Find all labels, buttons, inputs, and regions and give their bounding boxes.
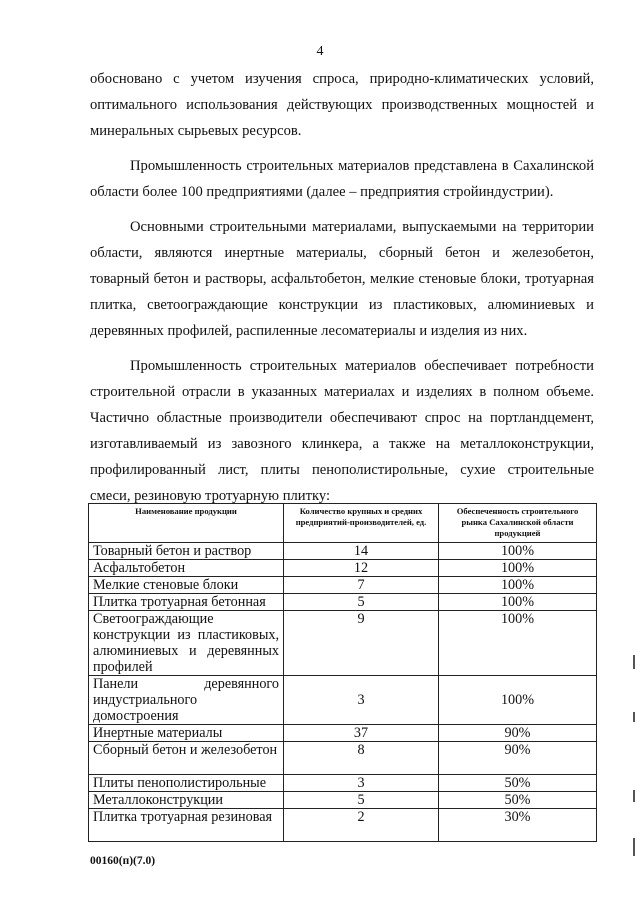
table-row [89,676,597,725]
market-coverage: 100% [439,543,597,560]
paragraph-2: Промышленность строительных материалов представлена в Сахалинской области более 100 предприятиями (далее – предприятия стройиндустрии). [90,158,594,200]
product-name: Мелкие стеновые блоки [89,577,284,594]
enterprise-count: 14 [284,543,439,560]
product-name: Сборный бетон и железобетон [89,742,284,775]
body-text [90,66,594,509]
product-name: Плитка тротуарная резиновая [89,809,284,842]
table-row [89,560,597,577]
product-name: Светоограждающие конструкции из пластиковых, алюминиевых и деревянных профилей [89,611,284,676]
table-row [89,792,597,809]
enterprise-count: 8 [284,742,439,775]
market-coverage: 100% [439,676,597,725]
table-row [89,543,597,560]
table-row [89,809,597,842]
product-name: Металлоконструкции [89,792,284,809]
market-coverage: 50% [439,775,597,792]
product-name: Панели деревянного индустриального домостроения [89,676,284,725]
market-coverage: 100% [439,594,597,611]
table-row [89,742,597,775]
table-row [89,775,597,792]
scan-artifact [633,838,635,856]
product-name: Инертные материалы [89,725,284,742]
table-header-row [89,504,597,543]
enterprise-count: 7 [284,577,439,594]
product-name: Товарный бетон и раствор [89,543,284,560]
scan-artifact [633,655,635,669]
paragraph-4: Промышленность строительных материалов обеспечивает потребности строительной отрасли в указанных материалах и изделиях в полном объеме. Частично областные производители обеспечивают спрос на портландцемент, изготавливаемый из завозного клинкера, а также на металлоконструкции, профилированный лист, плиты пенополистирольные, сухие строительные смеси, резиновую тротуарную плитку: [90,358,594,504]
product-name: Асфальтобетон [89,560,284,577]
header-market-coverage: Обеспеченность строительного рынка Сахалинской области продукцией [439,504,597,543]
table-row [89,594,597,611]
enterprise-count: 3 [284,676,439,725]
enterprise-count: 3 [284,775,439,792]
paragraph-1: обосновано с учетом изучения спроса, природно-климатических условий, оптимального использования действующих производственных мощностей и минеральных сырьевых ресурсов. [90,71,594,139]
table-row [89,611,597,676]
enterprise-count: 37 [284,725,439,742]
scan-artifact [633,712,635,722]
header-enterprise-count: Количество крупных и средних предприятий-производителей, ед. [284,504,439,543]
market-coverage: 100% [439,560,597,577]
product-name: Плитка тротуарная бетонная [89,594,284,611]
products-table [88,503,597,842]
market-coverage: 90% [439,742,597,775]
enterprise-count: 5 [284,594,439,611]
footer-code: 00160(п)(7.0) [90,855,156,867]
enterprise-count: 9 [284,611,439,676]
market-coverage: 90% [439,725,597,742]
product-name: Плиты пенополистирольные [89,775,284,792]
table-row [89,725,597,742]
enterprise-count: 5 [284,792,439,809]
paragraph-3: Основными строительными материалами, выпускаемыми на территории области, являются инертные материалы, сборный бетон и железобетон, товарный бетон и растворы, асфальтобетон, мелкие стеновые блоки, тротуарная плитка, светоограждающие конструкции из пластиковых, алюминиевых и деревянных профилей, распиленные лесоматериалы и изделия из них. [90,219,594,339]
table-row [89,577,597,594]
page-number: 4 [316,44,324,59]
enterprise-count: 2 [284,809,439,842]
header-product-name: Наименование продукции [89,504,284,543]
scan-artifact [633,790,635,802]
market-coverage: 100% [439,611,597,676]
market-coverage: 30% [439,809,597,842]
market-coverage: 100% [439,577,597,594]
market-coverage: 50% [439,792,597,809]
enterprise-count: 12 [284,560,439,577]
